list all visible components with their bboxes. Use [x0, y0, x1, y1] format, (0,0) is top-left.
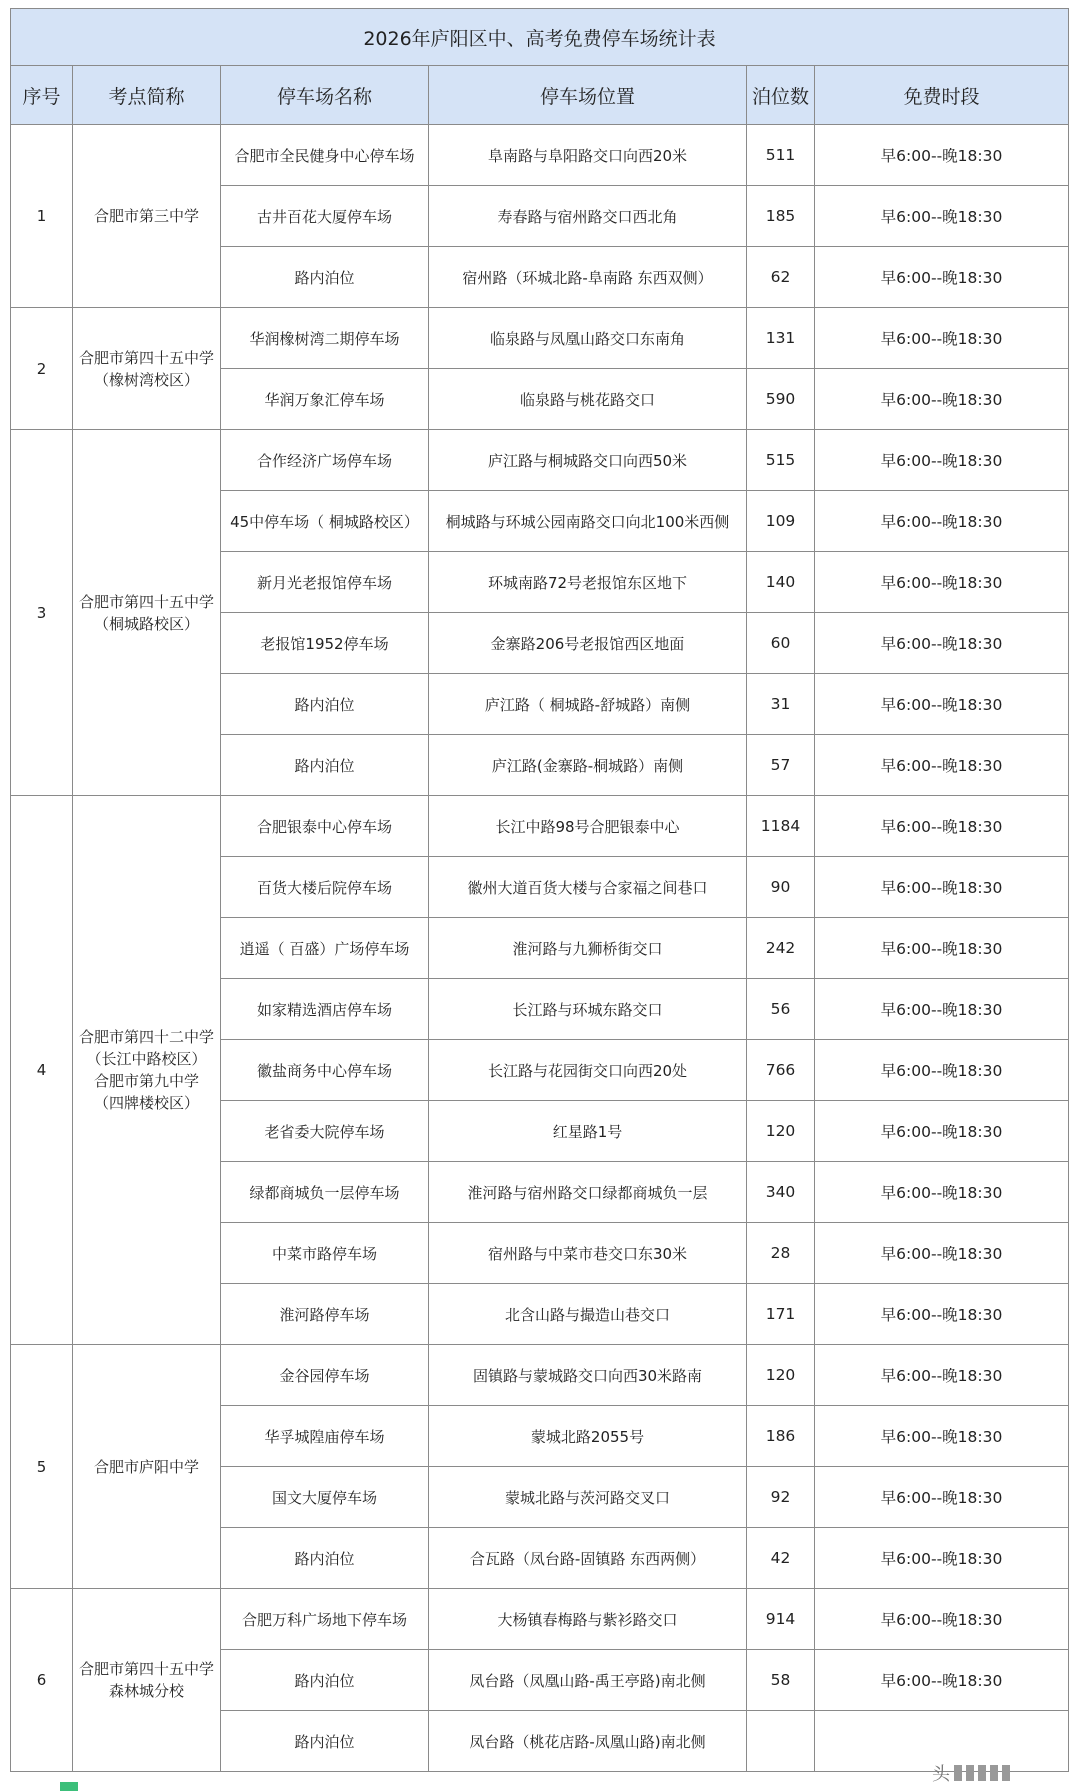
row-number: 6	[11, 1589, 73, 1772]
school-name-line: 合肥市第四十五中学	[78, 348, 214, 367]
lot-location: 寿春路与宿州路交口西北角	[429, 186, 747, 247]
row-number: 2	[11, 308, 73, 430]
space-count: 171	[747, 1284, 815, 1345]
school-name-line: 合肥市第九中学	[93, 1072, 199, 1090]
lot-location: 宿州路（环城北路-阜南路 东西双侧）	[429, 247, 747, 308]
free-time: 早6:00--晚18:30	[815, 491, 1069, 552]
space-count: 766	[747, 1040, 815, 1101]
lot-name: 路内泊位	[221, 674, 429, 735]
space-count: 242	[747, 918, 815, 979]
watermark-text: 头	[932, 1764, 950, 1785]
free-time: 早6:00--晚18:30	[815, 1345, 1069, 1406]
lot-location: 合瓦路（凤台路-固镇路 东西两侧）	[429, 1528, 747, 1589]
lot-location: 阜南路与阜阳路交口向西20米	[429, 125, 747, 186]
space-count: 131	[747, 308, 815, 369]
space-count: 31	[747, 674, 815, 735]
row-number: 4	[11, 796, 73, 1345]
header-school: 考点简称	[73, 66, 221, 125]
lot-name: 国文大厦停车场	[221, 1467, 429, 1528]
school-name-line: （橡树湾校区）	[93, 370, 199, 389]
table-row	[11, 1589, 1069, 1650]
lot-name: 合肥市全民健身中心停车场	[221, 125, 429, 186]
lot-location: 庐江路与桐城路交口向西50米	[429, 430, 747, 491]
space-count: 186	[747, 1406, 815, 1467]
free-time: 早6:00--晚18:30	[815, 857, 1069, 918]
free-time: 早6:00--晚18:30	[815, 247, 1069, 308]
table-row	[11, 796, 1069, 857]
lot-location: 长江路与花园街交口向西20处	[429, 1040, 747, 1101]
table-row	[11, 430, 1069, 491]
lot-location: 环城南路72号老报馆东区地下	[429, 552, 747, 613]
lot-name: 金谷园停车场	[221, 1345, 429, 1406]
free-time: 早6:00--晚18:30	[815, 613, 1069, 674]
lot-name: 合肥万科广场地下停车场	[221, 1589, 429, 1650]
row-number: 3	[11, 430, 73, 796]
space-count: 340	[747, 1162, 815, 1223]
row-number: 5	[11, 1345, 73, 1589]
table-body	[11, 125, 1069, 1772]
lot-name: 45中停车场（ 桐城路校区）	[221, 491, 429, 552]
school-name	[73, 125, 221, 308]
header-row	[11, 66, 1069, 125]
free-time: 早6:00--晚18:30	[815, 1467, 1069, 1528]
lot-name: 新月光老报馆停车场	[221, 552, 429, 613]
parking-table	[10, 8, 1069, 1772]
school-name-line: 森林城分校	[108, 1682, 184, 1700]
lot-location: 北含山路与撮造山巷交口	[429, 1284, 747, 1345]
header-lot-name: 停车场名称	[221, 66, 429, 125]
space-count: 120	[747, 1345, 815, 1406]
lot-location: 宿州路与中菜市巷交口东30米	[429, 1223, 747, 1284]
space-count: 90	[747, 857, 815, 918]
lot-location: 长江中路98号合肥银泰中心	[429, 796, 747, 857]
header-no: 序号	[11, 66, 73, 125]
header-free-time: 免费时段	[815, 66, 1069, 125]
school-name	[73, 1589, 221, 1772]
free-time: 早6:00--晚18:30	[815, 1162, 1069, 1223]
free-time: 早6:00--晚18:30	[815, 918, 1069, 979]
space-count: 120	[747, 1101, 815, 1162]
lot-location: 庐江路（ 桐城路-舒城路）南侧	[429, 674, 747, 735]
space-count: 92	[747, 1467, 815, 1528]
header-spaces: 泊位数	[747, 66, 815, 125]
space-count: 914	[747, 1589, 815, 1650]
space-count: 590	[747, 369, 815, 430]
lot-name: 如家精选酒店停车场	[221, 979, 429, 1040]
lot-location: 临泉路与凤凰山路交口东南角	[429, 308, 747, 369]
lot-name: 百货大楼后院停车场	[221, 857, 429, 918]
lot-location: 桐城路与环城公园南路交口向北100米西侧	[429, 491, 747, 552]
space-count: 109	[747, 491, 815, 552]
free-time: 早6:00--晚18:30	[815, 1650, 1069, 1711]
school-name	[73, 308, 221, 430]
lot-name: 路内泊位	[221, 1528, 429, 1589]
lot-location: 淮河路与宿州路交口绿都商城负一层	[429, 1162, 747, 1223]
school-name-line: 合肥市庐阳中学	[93, 1457, 199, 1476]
school-name-line: （桐城路校区）	[93, 614, 199, 633]
lot-location: 金寨路206号老报馆西区地面	[429, 613, 747, 674]
free-time: 早6:00--晚18:30	[815, 1528, 1069, 1589]
row-number: 1	[11, 125, 73, 308]
space-count: 60	[747, 613, 815, 674]
table-row	[11, 308, 1069, 369]
school-name	[73, 796, 221, 1345]
space-count	[747, 1711, 815, 1772]
lot-name: 合肥银泰中心停车场	[221, 796, 429, 857]
school-name	[73, 1345, 221, 1589]
space-count: 140	[747, 552, 815, 613]
lot-name: 徽盐商务中心停车场	[221, 1040, 429, 1101]
free-time: 早6:00--晚18:30	[815, 308, 1069, 369]
free-time: 早6:00--晚18:30	[815, 1223, 1069, 1284]
free-time: 早6:00--晚18:30	[815, 674, 1069, 735]
lot-name: 华润万象汇停车场	[221, 369, 429, 430]
watermark	[932, 1762, 1010, 1784]
table-frame	[10, 8, 1068, 1772]
lot-location: 徽州大道百货大楼与合家福之间巷口	[429, 857, 747, 918]
free-time: 早6:00--晚18:30	[815, 430, 1069, 491]
lot-location: 庐江路(金寨路-桐城路）南侧	[429, 735, 747, 796]
lot-location: 红星路1号	[429, 1101, 747, 1162]
lot-name: 中菜市路停车场	[221, 1223, 429, 1284]
lot-name: 华润橡树湾二期停车场	[221, 308, 429, 369]
lot-location: 凤台路（凤凰山路-禹王亭路)南北侧	[429, 1650, 747, 1711]
space-count: 56	[747, 979, 815, 1040]
lot-name: 华孚城隍庙停车场	[221, 1406, 429, 1467]
school-name	[73, 430, 221, 796]
free-time: 早6:00--晚18:30	[815, 1406, 1069, 1467]
free-time: 早6:00--晚18:30	[815, 369, 1069, 430]
lot-name: 路内泊位	[221, 1650, 429, 1711]
space-count: 62	[747, 247, 815, 308]
lot-location: 蒙城北路2055号	[429, 1406, 747, 1467]
table-row	[11, 1345, 1069, 1406]
free-time: 早6:00--晚18:30	[815, 979, 1069, 1040]
space-count: 185	[747, 186, 815, 247]
school-name-line: 合肥市第四十二中学	[78, 1028, 214, 1046]
lot-name: 路内泊位	[221, 735, 429, 796]
school-name-line: （四牌楼校区）	[93, 1094, 199, 1112]
free-time: 早6:00--晚18:30	[815, 735, 1069, 796]
lot-location: 凤台路（桃花店路-凤凰山路)南北侧	[429, 1711, 747, 1772]
lot-name: 淮河路停车场	[221, 1284, 429, 1345]
space-count: 1184	[747, 796, 815, 857]
lot-location: 淮河路与九狮桥街交口	[429, 918, 747, 979]
free-time: 早6:00--晚18:30	[815, 186, 1069, 247]
free-time: 早6:00--晚18:30	[815, 1040, 1069, 1101]
free-time: 早6:00--晚18:30	[815, 1284, 1069, 1345]
space-count: 511	[747, 125, 815, 186]
lot-location: 固镇路与蒙城路交口向西30米路南	[429, 1345, 747, 1406]
lot-name: 古井百花大厦停车场	[221, 186, 429, 247]
table-title: 2026年庐阳区中、高考免费停车场统计表	[11, 9, 1069, 66]
lot-name: 逍遥（ 百盛）广场停车场	[221, 918, 429, 979]
space-count: 515	[747, 430, 815, 491]
lot-name: 老报馆1952停车场	[221, 613, 429, 674]
lot-name: 绿都商城负一层停车场	[221, 1162, 429, 1223]
lot-location: 蒙城北路与茨河路交叉口	[429, 1467, 747, 1528]
lot-name: 路内泊位	[221, 247, 429, 308]
space-count: 28	[747, 1223, 815, 1284]
school-name-line: 合肥市第四十五中学	[78, 592, 214, 611]
space-count: 57	[747, 735, 815, 796]
header-location: 停车场位置	[429, 66, 747, 125]
lot-location: 大杨镇春梅路与紫衫路交口	[429, 1589, 747, 1650]
free-time: 早6:00--晚18:30	[815, 1101, 1069, 1162]
free-time: 早6:00--晚18:30	[815, 796, 1069, 857]
free-time: 早6:00--晚18:30	[815, 1589, 1069, 1650]
free-time: 早6:00--晚18:30	[815, 552, 1069, 613]
lot-location: 长江路与环城东路交口	[429, 979, 747, 1040]
lot-name: 合作经济广场停车场	[221, 430, 429, 491]
school-name-line: 合肥市第三中学	[93, 207, 199, 225]
school-name-line: 合肥市第四十五中学	[78, 1660, 214, 1678]
table-row	[11, 125, 1069, 186]
space-count: 58	[747, 1650, 815, 1711]
school-name-line: （长江中路校区）	[86, 1050, 207, 1068]
free-time: 早6:00--晚18:30	[815, 125, 1069, 186]
space-count: 42	[747, 1528, 815, 1589]
corner-marker	[60, 1782, 78, 1791]
lot-name: 老省委大院停车场	[221, 1101, 429, 1162]
lot-name: 路内泊位	[221, 1711, 429, 1772]
lot-location: 临泉路与桃花路交口	[429, 369, 747, 430]
